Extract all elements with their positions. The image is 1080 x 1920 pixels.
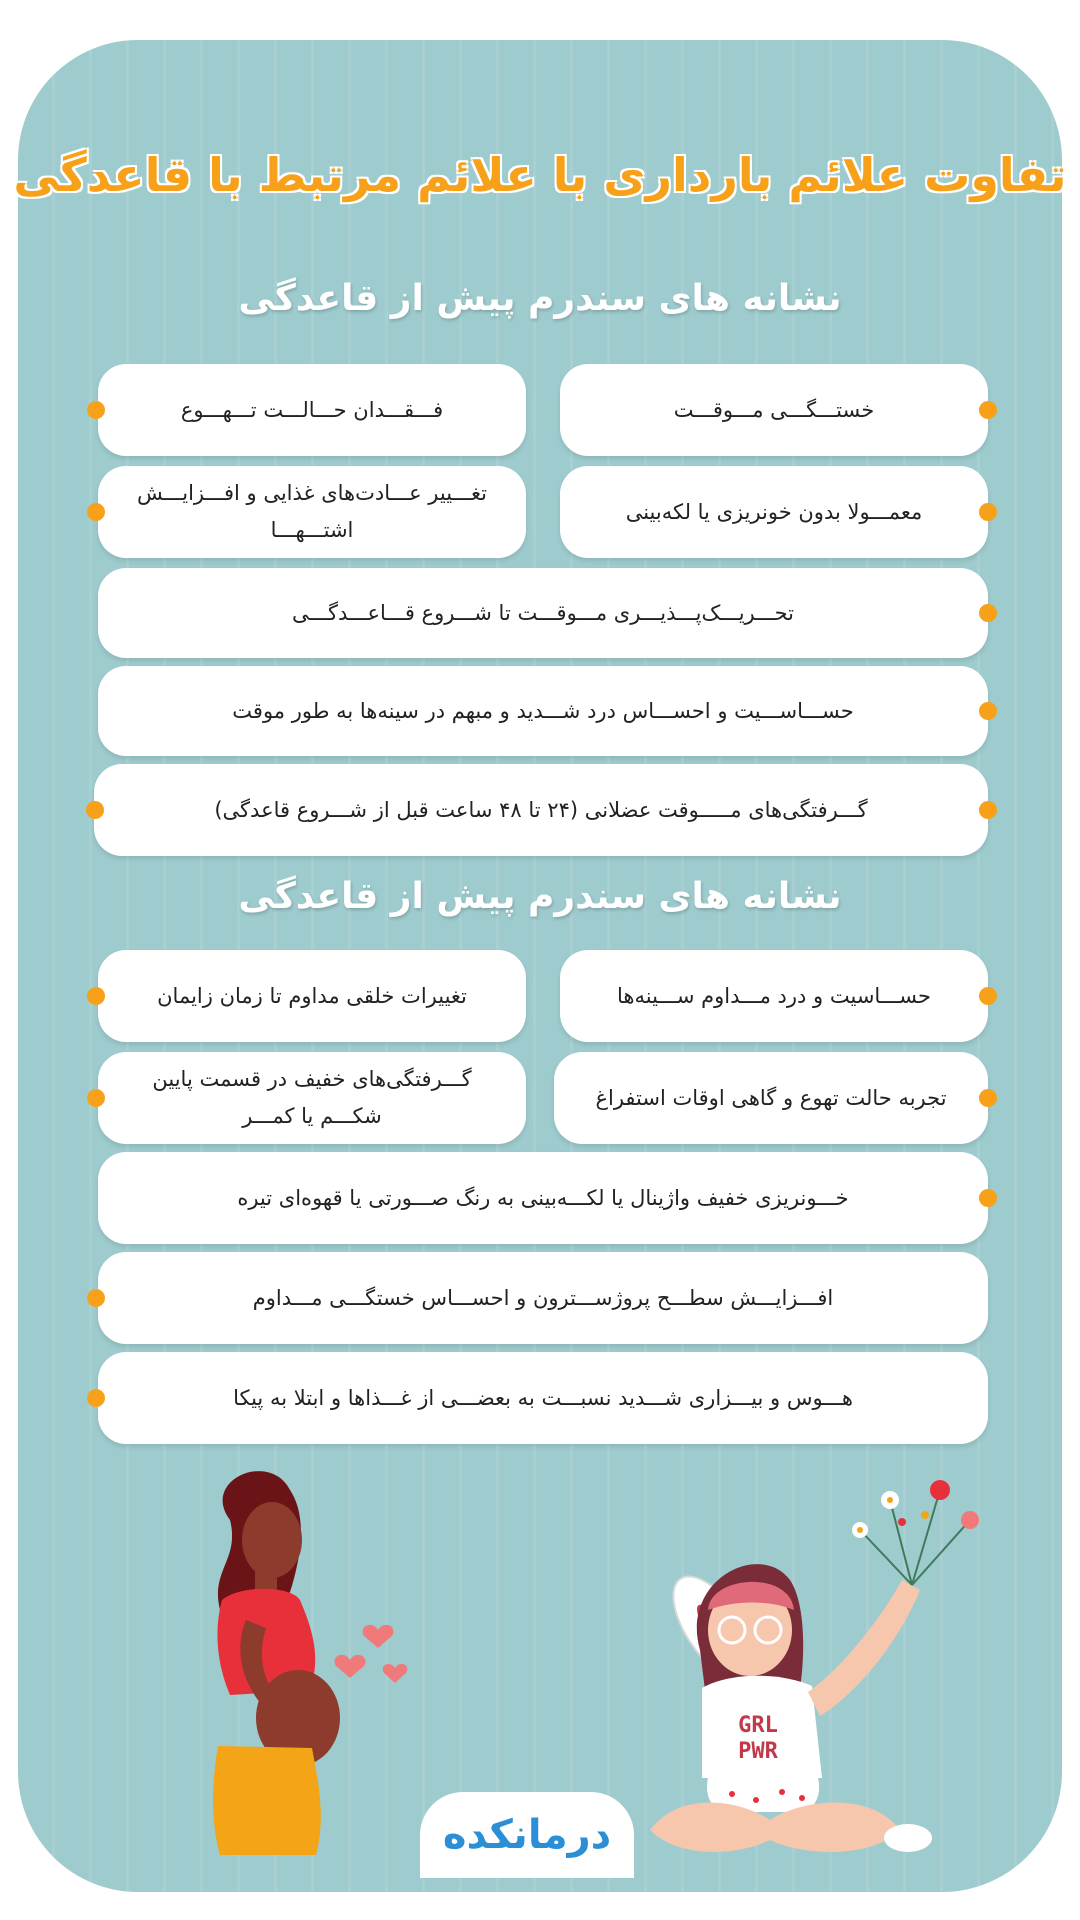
list-item: تجربه حالت تهوع و گاهی اوقات استفراغ: [554, 1052, 988, 1144]
list-item: خـــونریزی خفیف واژینال یا لکـــه‌بینی به رنگ صـــورتی یا قهوه‌ای تیره: [98, 1152, 988, 1244]
bullet-dot: [87, 401, 105, 419]
list-item: معمـــولا بدون خونریزی یا لکه‌بینی: [560, 466, 988, 558]
heart-icon: [363, 1625, 394, 1648]
list-item: گـــرفتگی‌های خفیف در قسمت پایین شکـــم یا کمـــر: [98, 1052, 526, 1144]
list-item: تحـــریـــک‌پـــذیـــری مـــوقـــت تا شـــروع قـــاعـــدگـــی: [98, 568, 988, 658]
list-item: فـــقـــدان حـــالـــت تـــهـــوع: [98, 364, 526, 456]
bullet-dot: [979, 1089, 997, 1107]
pregnant-woman-illustration: [160, 1460, 440, 1860]
list-item: حســـاســـیت و احســـاس درد شـــدید و مبهم در سینه‌ها به طور موقت: [98, 666, 988, 756]
heart-icon: [383, 1664, 408, 1683]
list-item: تغـــییر عـــادت‌های غذایی و افـــزایـــش اشتـــهـــا: [98, 466, 526, 558]
bullet-dot: [979, 801, 997, 819]
bullet-dot: [87, 503, 105, 521]
list-item: هـــوس و بیـــزاری شـــدید نسبـــت به بعضـــی از غـــذاها و ابتلا به پیکا: [98, 1352, 988, 1444]
bullet-dot: [979, 1189, 997, 1207]
bullet-dot: [979, 702, 997, 720]
logo-text: درمانکده: [442, 1812, 612, 1858]
bullet-dot: [87, 1389, 105, 1407]
shirt-text: PWR: [738, 1739, 778, 1764]
bullet-dot: [87, 987, 105, 1005]
bullet-dot: [979, 401, 997, 419]
heart-icon: [335, 1655, 366, 1678]
shirt-text: GRL: [738, 1713, 778, 1738]
bullet-dot: [979, 604, 997, 622]
list-item: تغییرات خلقی مداوم تا زمان زایمان: [98, 950, 526, 1042]
list-item: افـــزایـــش سطـــح پروژســـترون و احســـاس خستگـــی مـــداوم: [98, 1252, 988, 1344]
brand-logo: [420, 1792, 634, 1878]
bullet-dot: [87, 1289, 105, 1307]
page-title: تفاوت علائم بارداری با علائم مرتبط با قاعدگی: [13, 148, 1067, 202]
girl-with-flowers-illustration: [640, 1460, 1050, 1880]
list-item: حســـاسیت و درد مـــداوم ســـینه‌ها: [560, 950, 988, 1042]
bullet-dot: [979, 987, 997, 1005]
flowers-icon: [852, 1480, 979, 1585]
section-title-pms: نشانه های سندرم پیش از قاعدگی: [238, 278, 842, 319]
list-item: گـــرفتگی‌های مـــــوقت عضلانی (۲۴ تا ۴۸ ساعت قبل از شـــروع قاعدگی): [94, 764, 988, 856]
bullet-dot: [86, 801, 104, 819]
list-item: خستـــگـــی مـــوقـــت: [560, 364, 988, 456]
bullet-dot: [87, 1089, 105, 1107]
section-title-pregnancy: نشانه های سندرم پیش از قاعدگی: [238, 876, 842, 917]
bullet-dot: [979, 503, 997, 521]
